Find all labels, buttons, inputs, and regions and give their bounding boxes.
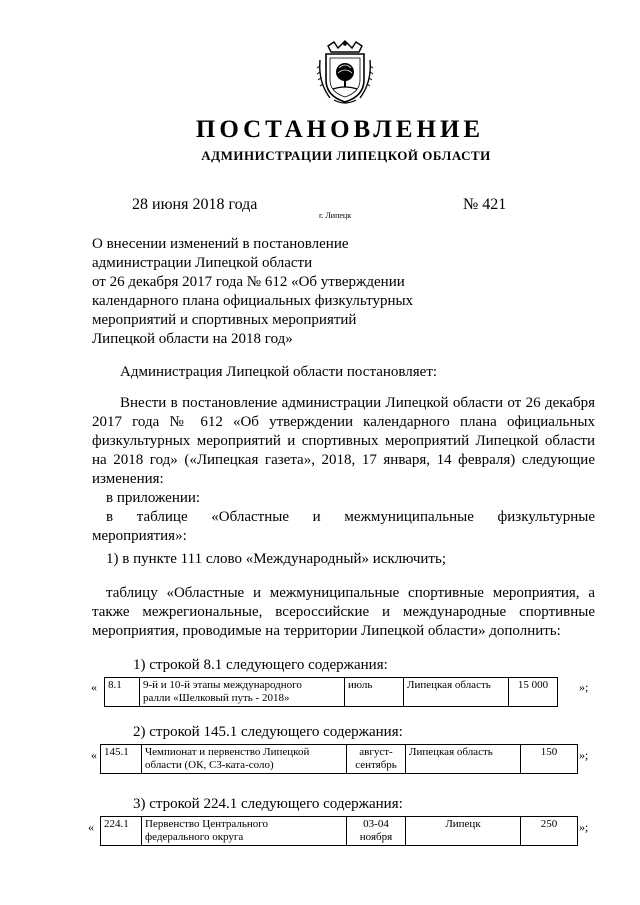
document-subtitle: АДМИНИСТРАЦИИ ЛИПЕЦКОЙ ОБЛАСТИ — [201, 148, 491, 163]
paragraph-line: 2017 года № 612 «Об утверждении календарного плана официальных — [92, 414, 595, 430]
cell-place: Липецк — [406, 817, 521, 846]
cell-name — [140, 678, 345, 707]
paragraph-line: таблицу «Областные и межмуниципальные спортивные мероприятия, а — [106, 585, 595, 601]
table-ref-line: в таблице «Областные и межмуниципальные физкультурные — [106, 509, 595, 525]
name-line: Первенство Центрального — [145, 818, 269, 830]
cell-name — [142, 745, 347, 774]
cell-number: 224.1 — [101, 817, 142, 846]
paragraph-line: физкультурных мероприятий и спортивных мероприятий Липецкой области — [92, 433, 595, 449]
cell-date — [347, 817, 406, 846]
date-line: июль — [348, 679, 373, 691]
name-line: Чемпионат и первенство Липецкой — [145, 746, 310, 758]
heading-line: О внесении изменений в постановление — [92, 236, 349, 252]
cell-date — [345, 678, 404, 707]
name-line: 9-й и 10-й этапы международного — [143, 679, 302, 691]
document-number: № 421 — [463, 196, 507, 213]
coat-of-arms-emblem — [316, 40, 374, 106]
row-caption: 3) строкой 224.1 следующего содержания: — [133, 796, 403, 812]
table-row — [105, 678, 558, 707]
heading-line: Липецкой области на 2018 год» — [92, 331, 293, 347]
name-line: федерального округа — [145, 831, 244, 843]
open-quote: « — [91, 748, 97, 762]
heading-line: от 26 декабря 2017 года № 612 «Об утверждении — [92, 274, 405, 290]
item-1: 1) в пункте 111 слово «Международный» исключить; — [106, 551, 446, 567]
cell-date — [347, 745, 406, 774]
cell-number: 145.1 — [101, 745, 142, 774]
table2-paragraph — [92, 584, 595, 641]
row-caption: 2) строкой 145.1 следующего содержания: — [133, 724, 403, 740]
date-line: ноября — [359, 831, 393, 843]
data-row-table — [104, 677, 558, 707]
table-row — [101, 745, 578, 774]
paragraph-line: Внести в постановление администрации Липецкой области от 26 декабря — [120, 395, 595, 411]
open-quote: « — [91, 680, 97, 694]
paragraph-line: изменения: — [92, 471, 164, 487]
cell-place: Липецкая область — [404, 678, 509, 707]
document-title: ПОСТАНОВЛЕНИЕ — [195, 116, 485, 143]
document-heading — [92, 235, 413, 349]
name-line: области (ОК, С3-ката-соло) — [145, 759, 274, 771]
date-line: сентябрь — [355, 759, 397, 771]
date-line: август- — [359, 746, 393, 758]
cell-name — [142, 817, 347, 846]
cell-count: 250 — [521, 817, 578, 846]
close-quote: »; — [579, 820, 589, 834]
heading-line: администрации Липецкой области — [92, 255, 313, 271]
cell-place: Липецкая область — [406, 745, 521, 774]
appendix-line: в приложении: — [106, 490, 201, 506]
data-row-table — [100, 816, 578, 846]
paragraph-line: также межрегиональные, всероссийские и международные спортивные — [92, 604, 595, 620]
heading-line: мероприятий и спортивных мероприятий — [92, 312, 357, 328]
close-quote: »; — [579, 680, 589, 694]
close-quote: »; — [579, 748, 589, 762]
cell-number: 8.1 — [105, 678, 140, 707]
paragraph-line: на 2018 год» («Липецкая газета», 2018, 17 января, 14 февраля) следующие — [92, 452, 595, 468]
table-ref-last: мероприятия»: — [92, 528, 187, 544]
cell-count: 150 — [521, 745, 578, 774]
document-city: г. Липецк — [319, 211, 352, 220]
data-row-table — [100, 744, 578, 774]
cell-count: 15 000 — [509, 678, 558, 707]
paragraph-line: мероприятия, проводимые на территории Липецкой области» дополнить: — [92, 623, 561, 639]
open-quote: « — [88, 820, 94, 834]
intro-paragraph — [92, 394, 595, 546]
date-line: 03-04 — [363, 818, 389, 830]
decree-statement: Администрация Липецкой области постановляет: — [120, 364, 438, 380]
table-row — [101, 817, 578, 846]
document-date: 28 июня 2018 года — [132, 196, 258, 213]
heading-line: календарного плана официальных физкультурных — [92, 293, 414, 309]
name-line: ралли «Шелковый путь - 2018» — [143, 692, 290, 704]
row-caption: 1) строкой 8.1 следующего содержания: — [133, 657, 388, 673]
